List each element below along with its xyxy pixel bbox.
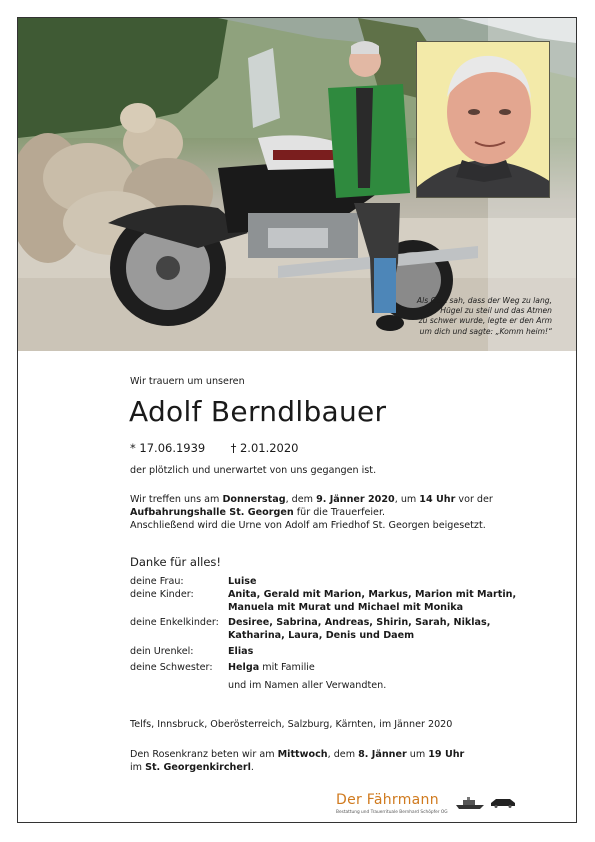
family-row [130,645,516,658]
ferry-boat-icon [454,796,486,810]
logo-name: Der Fährmann [336,792,439,808]
funeral-time: 14 Uhr [419,494,456,505]
quote-line: Als Gott sah, dass der Weg zu lang, [416,296,552,305]
family-value [228,616,490,642]
family-row [130,679,516,692]
portrait-photo [416,41,550,198]
hearse-icon [490,798,516,808]
thanks-heading: Danke für alles! [130,555,222,569]
family-row [130,588,516,614]
family-label: dein Urenkel: [130,646,194,657]
family-label-empty [130,679,228,692]
life-dates [130,441,299,455]
family-value: Elias [228,646,254,657]
text-span: , um [394,494,420,505]
text-span: vor der [455,494,493,505]
quote-line: um dich und sagte: „Komm heim!“ [419,326,552,336]
family-value-line: Katharina, Laura, Denis und Daem [228,630,415,641]
family-value-line: Desiree, Sabrina, Andreas, Shirin, Sarah, Niklas, [228,617,491,628]
funeral-info [130,493,550,532]
funeral-home-logo [336,792,576,820]
text-span: Den Rosenkranz beten wir am [130,749,278,760]
text-span: . [250,762,254,773]
family-value [228,661,315,674]
family-label: deine Schwester: [130,662,213,673]
family-label: deine Kinder: [130,589,194,600]
family-value-line: Manuela mit Murat und Michael mit Monika [228,602,464,613]
funeral-date: 9. Jänner 2020 [316,494,395,505]
birth-date: * 17.06.1939 [130,441,206,455]
family-list [130,575,516,692]
family-label: deine Frau: [130,576,184,587]
family-value [228,588,516,614]
rosary-info [130,748,464,774]
quote-line: zu schwer wurde, legte er den Arm [418,316,552,326]
family-value: Luise [228,576,257,587]
funeral-day: Donnerstag [222,494,286,505]
places-text: Telfs, Innsbruck, Oberösterreich, Salzburg, Kärnten, im Jänner 2020 [130,719,453,730]
intro-text: Wir trauern um unseren [130,376,245,387]
funeral-location: Aufbahrungshalle St. Georgen [130,507,294,518]
rosary-day: Mittwoch [277,749,328,760]
family-row [130,661,516,674]
sister-name: Helga [228,662,260,673]
text-span: mit Familie [259,662,315,673]
rosary-date: 8. Jänner [358,749,407,760]
rosary-time: 19 Uhr [428,749,465,760]
family-row [130,575,516,588]
family-label: deine Enkelkinder: [130,617,219,628]
relatives-text: und im Namen aller Verwandten. [228,680,387,691]
text-span: , dem [285,494,317,505]
deceased-name: Adolf Berndlbauer [129,395,387,428]
passed-text: der plötzlich und unerwartet von uns gegangen ist. [130,465,377,476]
text-span: im [130,762,146,773]
logo-subtitle: Bestattung und Trauerrituale Bernhard Schöpfer OG [336,810,448,815]
quote-line: der Hügel zu steil und das Atmen [425,306,552,316]
death-date: † 2.01.2020 [230,441,299,455]
text-span: , dem [327,749,359,760]
family-row [130,616,516,642]
text-span: um [406,749,429,760]
text-span: für die Trauerfeier. [293,507,386,518]
text-span: Wir treffen uns am [130,494,223,505]
family-value-line: Anita, Gerald mit Marion, Markus, Marion mit Martin, [228,589,517,600]
rosary-location: St. Georgenkircherl [145,762,251,773]
burial-text: Anschließend wird die Urne von Adolf am Friedhof St. Georgen beigesetzt. [130,520,486,531]
portrait-illustration [417,42,550,198]
quote-text [362,296,552,337]
